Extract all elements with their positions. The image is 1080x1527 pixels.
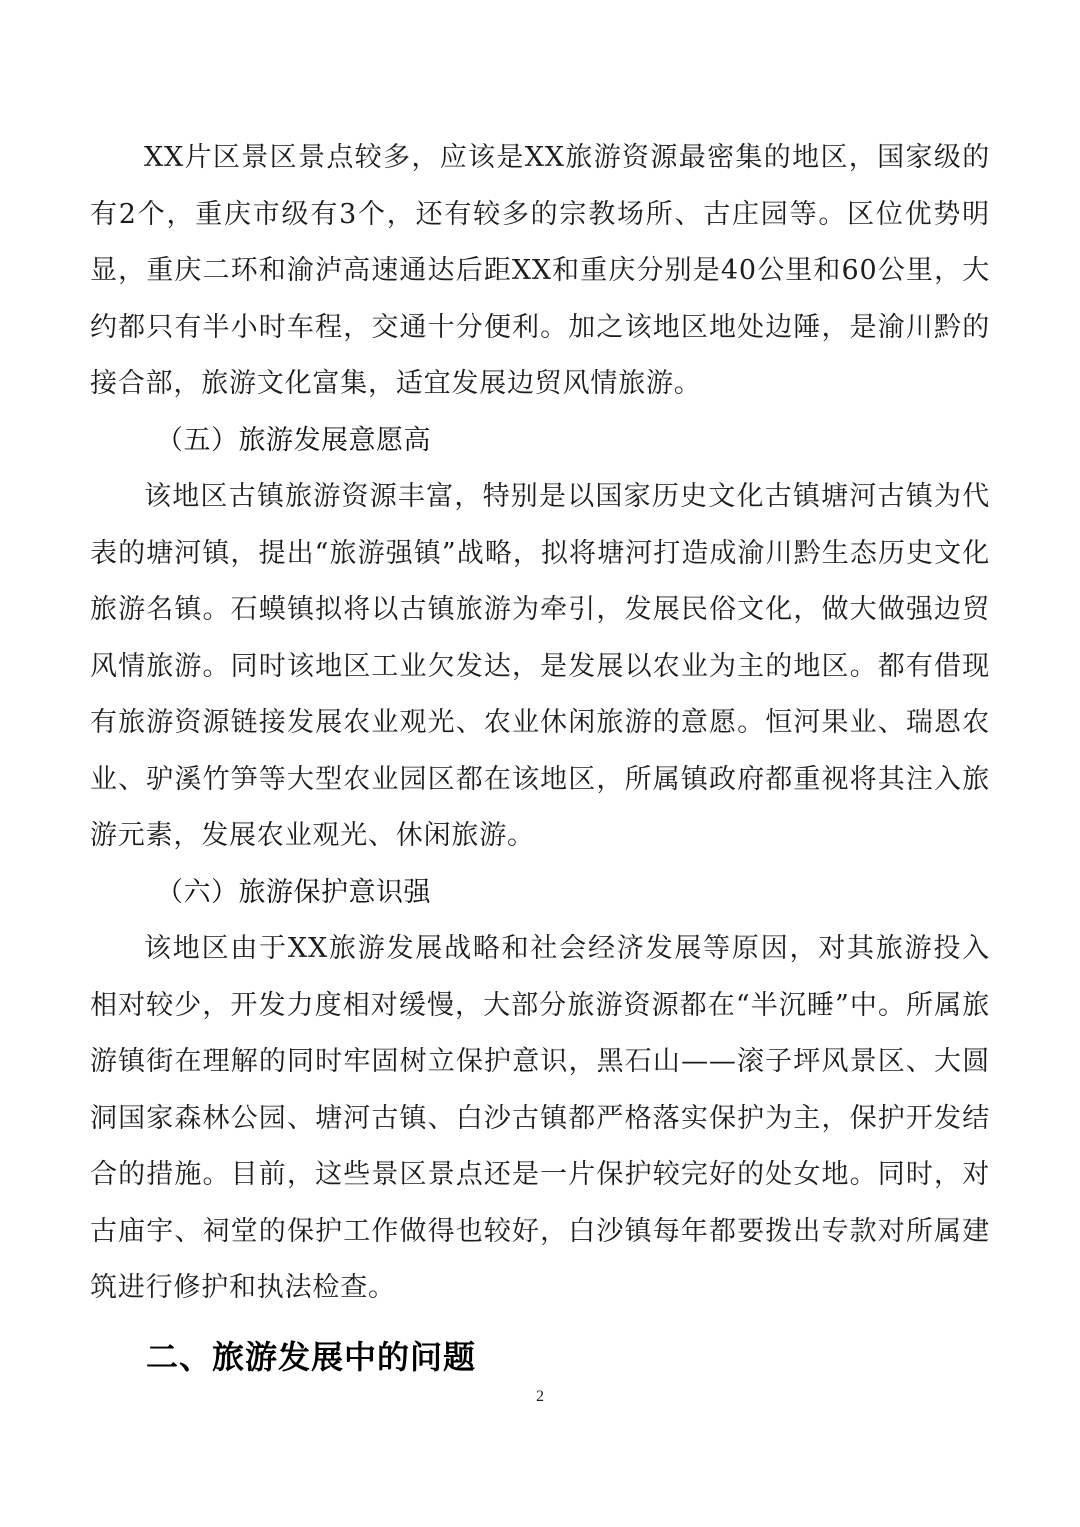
subheading-tourism-protection: （六）旅游保护意识强 bbox=[156, 876, 431, 908]
page-body bbox=[90, 130, 990, 1385]
paragraph-protection-measures: 该地区由于XX旅游发展战略和社会经济发展等原因，对其旅游投入相对较少，开发力度相对缓慢，大部分旅游资源都在“半沉睡”中。所属旅游镇街在理解的同时牢固树立保护意识，黑石山——滚子坪风景区、大圆洞国家森林公园、塘河古镇、白沙古镇都严格落实保护为主，保护开发结合的措施。目前，这些景区景点还是一片保护较完好的处女地。同时，对古庙宇、祠堂的保护工作做得也较好，白沙镇每年都要拨出专款对所属建筑进行修护和执法检查。 bbox=[90, 933, 990, 1303]
section-heading-tourism-problems: 二、旅游发展中的问题 bbox=[146, 1337, 477, 1376]
page-number: 2 bbox=[536, 1388, 544, 1405]
paragraph-xx-area-resources: XX片区景区景点较多，应该是XX旅游资源最密集的地区，国家级的有2个，重庆市级有3个，还有较多的宗教场所、古庄园等。区位优势明显，重庆二环和渝泸高速通达后距XX和重庆分别是40公里和60公里，大约都只有半小时车程，交通十分便利。加之该地区地处边陲，是渝川黔的接合部，旅游文化富集，适宜发展边贸风情旅游。 bbox=[90, 142, 990, 399]
subheading-tourism-willingness: （五）旅游发展意愿高 bbox=[156, 424, 431, 456]
paragraph-ancient-town-tourism: 该地区古镇旅游资源丰富，特别是以国家历史文化古镇塘河古镇为代表的塘河镇，提出“旅游强镇”战略，拟将塘河打造成渝川黔生态历史文化旅游名镇。石蟆镇拟将以古镇旅游为牵引，发展民俗文化，做大做强边贸风情旅游。同时该地区工业欠发达，是发展以农业为主的地区。都有借现有旅游资源链接发展农业观光、农业休闲旅游的意愿。恒河果业、瑞恩农业、驴溪竹笋等大型农业园区都在该地区，所属镇政府都重视将其注入旅游元素，发展农业观光、休闲旅游。 bbox=[90, 481, 990, 851]
